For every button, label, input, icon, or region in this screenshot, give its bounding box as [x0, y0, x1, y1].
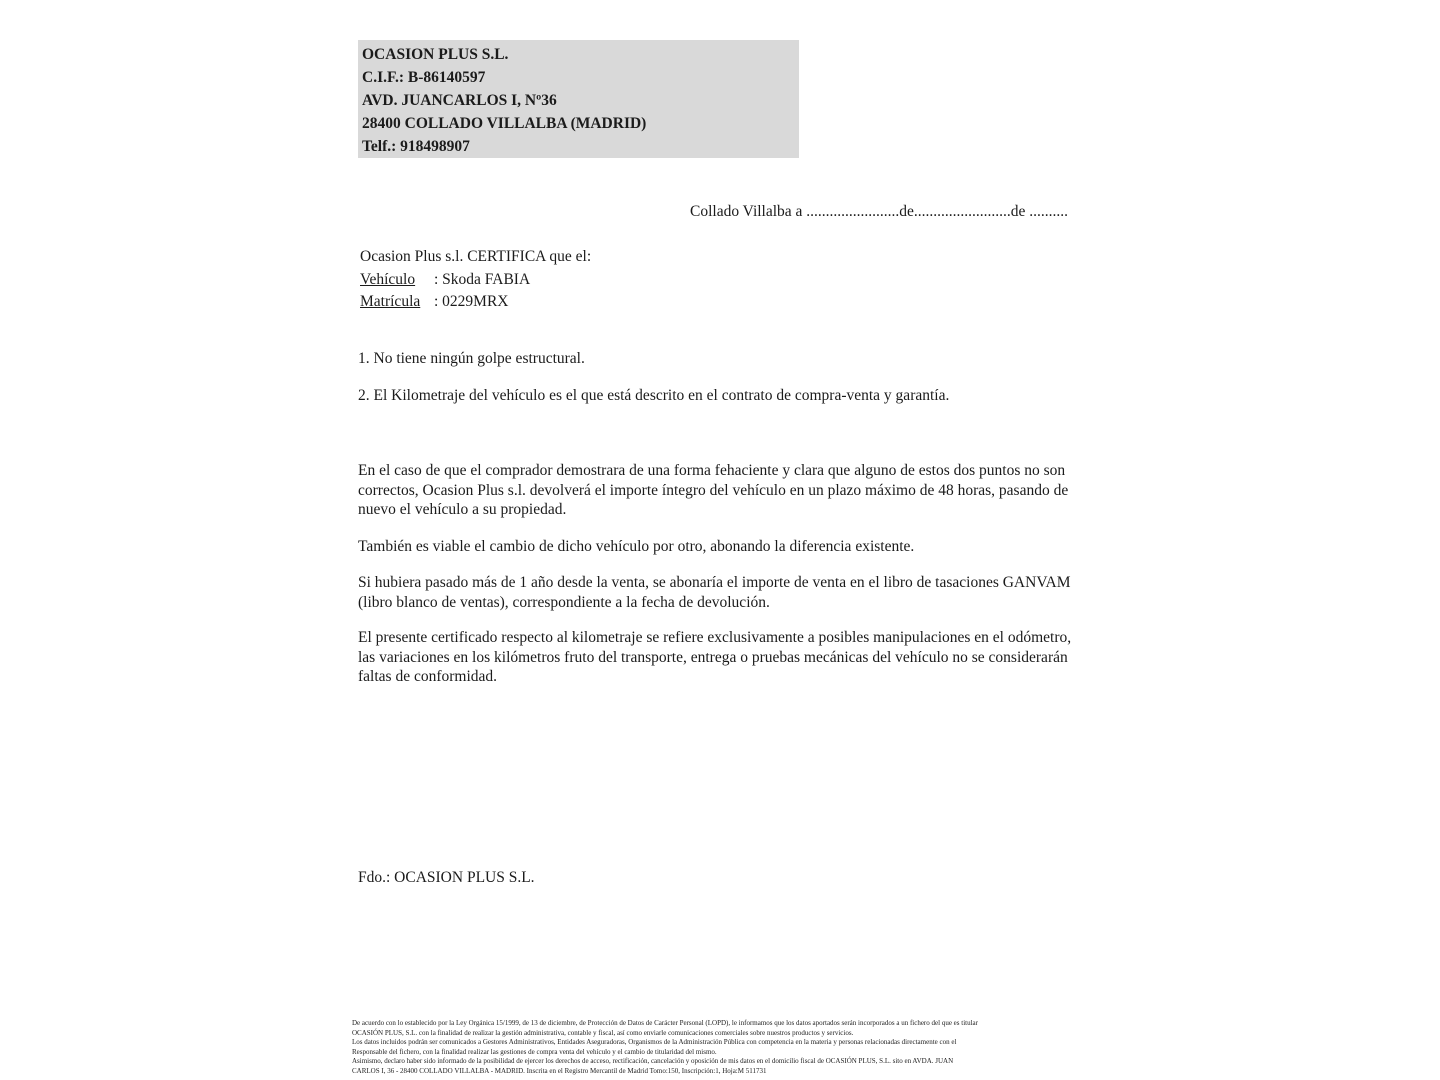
company-address: AVD. JUANCARLOS I, Nº36	[362, 92, 557, 109]
certification-intro: Ocasion Plus s.l. CERTIFICA que el:	[360, 248, 592, 265]
paragraph-ganvam: Si hubiera pasado más de 1 año desde la venta, se abonaría el importe de venta en el libro de tasaciones GANVAM (libro blanco de ventas), correspondiente a la fecha de devolución.	[358, 574, 1071, 611]
point-1: 1. No tiene ningún golpe estructural.	[358, 350, 585, 367]
vehicle-row	[360, 269, 591, 292]
legal-footer-line: CARLOS I, 36 - 28400 COLLADO VILLALBA - MADRID. Inscrita en el Registro Mercantil de Madrid Tomo:150, Inscripción:1, Hoja:M 511731	[352, 1066, 767, 1075]
legal-footer-line: Asimismo, declaro haber sido informado de la posibilidad de ejercer los derechos de acceso, rectificación, cancelación y oposición de mis datos en el domicilio fiscal de OCASIÓN PLUS, S.L. sito en AVDA. JUAN	[352, 1057, 954, 1066]
plate-row	[360, 291, 591, 314]
vehicle-value: : Skoda FABIA	[434, 270, 531, 288]
date-line: Collado Villalba a ........................de.........................de ..........	[690, 203, 1069, 220]
company-header-box	[358, 40, 799, 158]
legal-footer-line: Los datos incluidos podrán ser comunicados a Gestores Administrativos, Entidades Aseguradoras, Organismos de la Administración Pública con competencia en la materia y personas relacionadas directamente con el	[352, 1038, 957, 1047]
paragraph-exchange: También es viable el cambio de dicho vehículo por otro, abonando la diferencia existente.	[358, 538, 915, 555]
certification-block	[360, 246, 591, 314]
vehicle-label: Vehículo	[360, 270, 416, 288]
company-cif: C.I.F.: B-86140597	[362, 69, 486, 86]
paragraph-odometer: El presente certificado respecto al kilometraje se refiere exclusivamente a posibles manipulaciones en el odómetro, las variaciones en los kilómetros fruto del transporte, entrega o pruebas mecánicas del vehículo no se considerarán faltas de conformidad.	[358, 629, 1072, 686]
company-phone: Telf.: 918498907	[362, 138, 470, 155]
legal-footer-line: OCASIÓN PLUS, S.L. con la finalidad de realizar la gestión administrativa, contable y fiscal, así como enviarle comunicaciones comerciales sobre nuestros productos y servicios.	[352, 1028, 854, 1037]
plate-value: : 0229MRX	[434, 293, 509, 310]
plate-label: Matrícula	[360, 293, 421, 310]
legal-footer-line: De acuerdo con lo establecido por la Ley Orgánica 15/1999, de 13 de diciembre, de Protección de Datos de Carácter Personal (LOPD), le informamos que los datos aportados serán incorporados a un fichero del que es titular	[352, 1019, 978, 1027]
legal-footer	[352, 1019, 1102, 1077]
company-name: OCASION PLUS S.L.	[362, 46, 509, 63]
paragraph-refund: En el caso de que el comprador demostrara de una forma fehaciente y clara que alguno de estos dos puntos no son correctos, Ocasion Plus s.l. devolverá el importe íntegro del vehículo en un plazo máximo de 48 horas, pasando de nuevo el vehículo a su propiedad.	[358, 462, 1069, 519]
company-city: 28400 COLLADO VILLALBA (MADRID)	[362, 115, 647, 132]
signature-line: Fdo.: OCASION PLUS S.L.	[358, 869, 535, 886]
point-2: 2. El Kilometraje del vehículo es el que está descrito en el contrato de compra-venta y garantía.	[358, 387, 950, 404]
legal-footer-line: Responsable del fichero, con la finalidad realizar las gestiones de compra venta del vehículo y el cambio de titularidad del mismo.	[352, 1047, 717, 1056]
